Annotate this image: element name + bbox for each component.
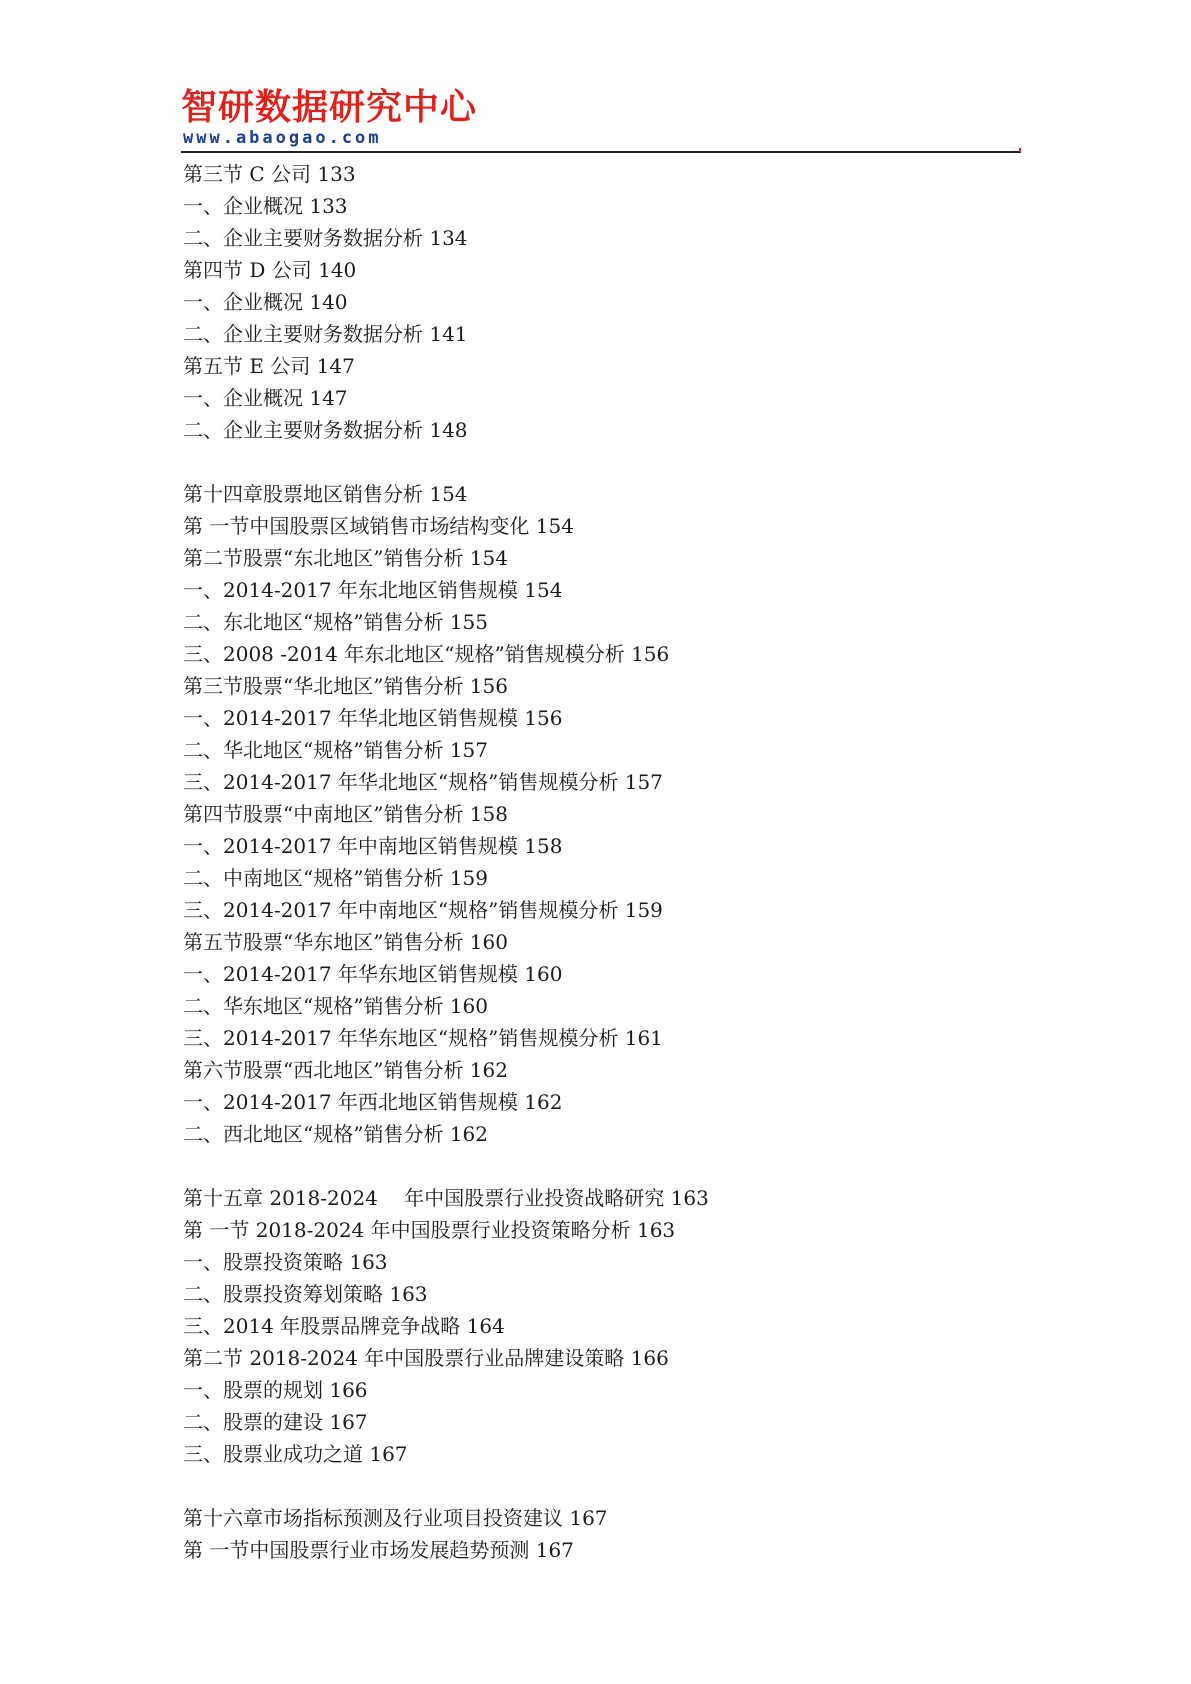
toc-entry: 二、企业主要财务数据分析 134 [183,226,468,250]
toc-entry: 三、2008 -2014 年东北地区“规格”销售规模分析 156 [183,642,670,666]
toc-entry: 一、企业概况 133 [183,194,348,218]
toc-entry: 二、企业主要财务数据分析 148 [183,418,468,442]
toc-entry: 第三节股票“华北地区”销售分析 156 [183,674,508,698]
toc-entry: 第 一节 2018-2024 年中国股票行业投资策略分析 163 [183,1218,676,1242]
toc-entry: 第五节股票“华东地区”销售分析 160 [183,930,508,954]
toc-entry: 第 一节中国股票行业市场发展趋势预测 167 [183,1538,574,1562]
toc-entry: 第十五章 2018-2024 年中国股票行业投资战略研究 163 [183,1186,709,1210]
toc-entry: 二、华东地区“规格”销售分析 160 [183,994,488,1018]
toc-entry: 第五节 E 公司 147 [183,354,355,378]
toc-entry: 三、2014-2017 年华东地区“规格”销售规模分析 161 [183,1026,663,1050]
toc-entry: 第十六章市场指标预测及行业项目投资建议 167 [183,1506,608,1530]
toc-entry: 第十四章股票地区销售分析 154 [183,482,468,506]
header-divider [181,151,1021,153]
page-header [181,88,1021,152]
toc-entry: 二、企业主要财务数据分析 141 [183,322,468,346]
toc-entry: 一、2014-2017 年西北地区销售规模 162 [183,1090,563,1114]
toc-spacer [183,446,1003,478]
toc-entry: 第四节股票“中南地区”销售分析 158 [183,802,508,826]
toc-entry: 二、西北地区“规格”销售分析 162 [183,1122,488,1146]
toc-entry: 第 一节中国股票区域销售市场结构变化 154 [183,514,574,538]
toc-entry: 三、股票业成功之道 167 [183,1442,408,1466]
toc-entry: 二、华北地区“规格”销售分析 157 [183,738,488,762]
logo-title: 智研数据研究中心 [181,87,478,128]
toc-entry: 一、2014-2017 年华东地区销售规模 160 [183,962,563,986]
toc-entry: 三、2014-2017 年中南地区“规格”销售规模分析 159 [183,898,663,922]
toc-entry: 三、2014 年股票品牌竞争战略 164 [183,1314,505,1338]
toc-entry: 第二节股票“东北地区”销售分析 154 [183,546,508,570]
toc-entry: 第三节 C 公司 133 [183,162,356,186]
toc-entry: 一、股票的规划 166 [183,1378,368,1402]
toc-spacer [183,1150,1003,1182]
toc-entry: 第二节 2018-2024 年中国股票行业品牌建设策略 166 [183,1346,669,1370]
toc-entry: 二、中南地区“规格”销售分析 159 [183,866,488,890]
toc-entry: 第六节股票“西北地区”销售分析 162 [183,1058,508,1082]
toc-entry: 二、股票的建设 167 [183,1410,368,1434]
toc-entry: 一、2014-2017 年东北地区销售规模 154 [183,578,563,602]
table-of-contents [183,158,1003,1566]
toc-entry: 一、2014-2017 年华北地区销售规模 156 [183,706,563,730]
toc-spacer [183,1470,1003,1502]
toc-entry: 一、股票投资策略 163 [183,1250,388,1274]
toc-entry: 一、企业概况 147 [183,386,348,410]
toc-entry: 一、企业概况 140 [183,290,348,314]
toc-entry: 第四节 D 公司 140 [183,258,357,282]
logo-url: www.abaogao.com [183,128,382,148]
toc-entry: 一、2014-2017 年中南地区销售规模 158 [183,834,563,858]
header-divider-accent [1019,148,1021,152]
toc-entry: 二、东北地区“规格”销售分析 155 [183,610,488,634]
toc-entry: 三、2014-2017 年华北地区“规格”销售规模分析 157 [183,770,663,794]
toc-entry: 二、股票投资筹划策略 163 [183,1282,428,1306]
